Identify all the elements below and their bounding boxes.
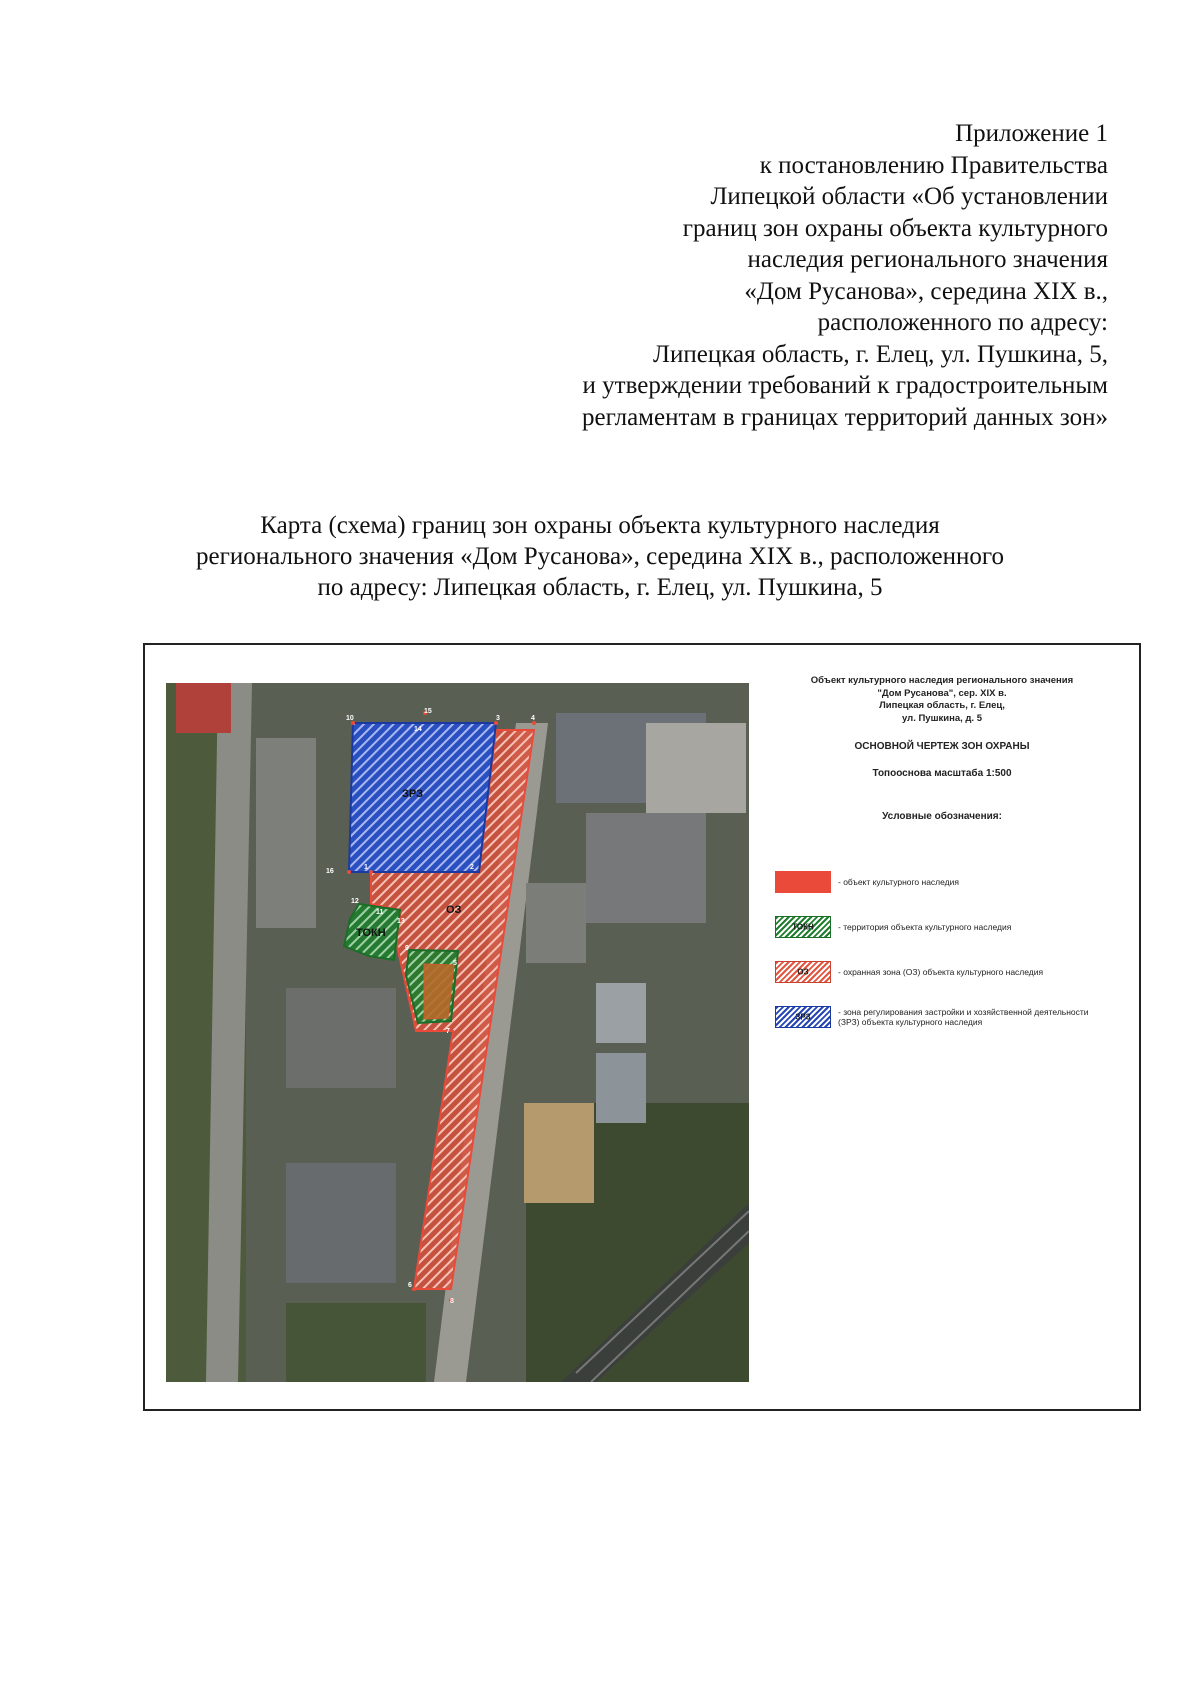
legend-swatch-zrz — [775, 1006, 831, 1028]
building-roof — [256, 738, 316, 928]
legend-text: - объект культурного наследия — [838, 876, 959, 887]
appendix-line: «Дом Русанова», середина XIX в., — [744, 277, 1108, 305]
legend-header-line: Объект культурного наследия регионального значения — [810, 675, 1074, 686]
legend-item-heritage-object — [775, 870, 1117, 894]
appendix-line: регламентам в границах территорий данных зон» — [582, 403, 1108, 431]
building-roof — [596, 983, 646, 1043]
point-label: 14 — [414, 726, 422, 733]
map-point — [412, 1287, 416, 1291]
appendix-line: к постановлению Правительства — [759, 151, 1108, 179]
legend-swatch-label: ТОКН — [792, 922, 814, 932]
legend-text: - охранная зона (ОЗ) объекта культурного наследия — [838, 966, 1044, 977]
point-label: 11 — [376, 909, 384, 916]
legend-swatch-label: ЗРЗ — [795, 1012, 811, 1022]
light-ground — [524, 1103, 594, 1203]
legend-swatch-heritage-object — [775, 871, 831, 893]
point-label: 6 — [408, 1282, 412, 1289]
appendix-line: Липецкая область, г. Елец, ул. Пушкина, 5, — [653, 340, 1108, 368]
point-label: 16 — [326, 868, 334, 875]
zone-label-zrz: ЗРЗ — [402, 788, 423, 800]
appendix-line: наследия регионального значения — [747, 246, 1108, 273]
legend-swatch-tokn — [775, 916, 831, 938]
legend-list — [767, 870, 1117, 1029]
legend-header-line: "Дом Русанова", сер. XIX в. — [877, 687, 1007, 699]
map-svg — [166, 683, 749, 1382]
legend-swatch-oz — [775, 961, 831, 983]
title-line: регионального значения «Дом Русанова», середина XIX в., расположенного — [196, 543, 1004, 570]
building-roof — [596, 1053, 646, 1123]
point-label: 12 — [351, 898, 359, 905]
drawing-title: ОСНОВНОЙ ЧЕРТЕЖ ЗОН ОХРАНЫ — [854, 741, 1030, 752]
point-label: 13 — [397, 918, 405, 925]
building-roof — [526, 883, 586, 963]
point-label: 5 — [453, 960, 457, 967]
legend-panel — [767, 675, 1117, 1050]
legend-swatch-label: ОЗ — [797, 967, 809, 977]
building-roof — [286, 1163, 396, 1283]
appendix-line: и утверждении требований к градостроительным — [582, 372, 1108, 399]
map-point — [347, 870, 351, 874]
point-label: 1 — [364, 864, 368, 871]
document-title — [130, 510, 1070, 603]
zone-label-oz: ОЗ — [446, 904, 462, 916]
legend-heading: Условные обозначения: — [882, 811, 1002, 822]
legend-header — [767, 675, 1117, 725]
vegetation-area — [286, 1303, 426, 1382]
legend-item-zrz — [775, 1005, 1117, 1029]
point-label: 7 — [446, 1028, 450, 1035]
title-line: по адресу: Липецкая область, г. Елец, ул. Пушкина, 5 — [317, 574, 883, 601]
building-roof — [586, 813, 706, 923]
point-label: 2 — [470, 864, 474, 871]
title-line: Карта (схема) границ зон охраны объекта культурного наследия — [260, 512, 940, 539]
scale-text: Топооснова масштаба 1:500 — [872, 768, 1012, 779]
building-roof — [176, 683, 231, 733]
point-label: 15 — [424, 708, 432, 715]
map-point — [369, 870, 373, 874]
map-frame — [143, 643, 1141, 1411]
legend-text: - территория объекта культурного наследия — [838, 921, 1012, 932]
appendix-line: Липецкой области «Об установлении — [710, 183, 1108, 210]
appendix-line: Приложение 1 — [955, 120, 1108, 147]
legend-header-line: Липецкая область, г. Елец, — [879, 700, 1005, 711]
point-label: 3 — [496, 715, 500, 722]
zone-label-tokn: ТОКН — [356, 927, 386, 939]
legend-text: - зона регулирования застройки и хозяйственной деятельности (ЗРЗ) объекта культурного наследия — [838, 1006, 1089, 1027]
appendix-line: расположенного по адресу: — [817, 309, 1108, 336]
appendix-line: границ зон охраны объекта культурного — [682, 214, 1108, 242]
point-label: 8 — [450, 1298, 454, 1305]
legend-header-line: ул. Пушкина, д. 5 — [902, 712, 982, 724]
appendix-block — [408, 118, 1108, 433]
light-ground — [646, 723, 746, 813]
point-label: 9 — [405, 945, 409, 952]
legend-item-tokn — [775, 915, 1117, 939]
satellite-map — [166, 683, 749, 1382]
point-label: 10 — [346, 715, 354, 722]
legend-item-oz — [775, 960, 1117, 984]
point-label: 4 — [531, 715, 535, 722]
building-roof — [286, 988, 396, 1088]
